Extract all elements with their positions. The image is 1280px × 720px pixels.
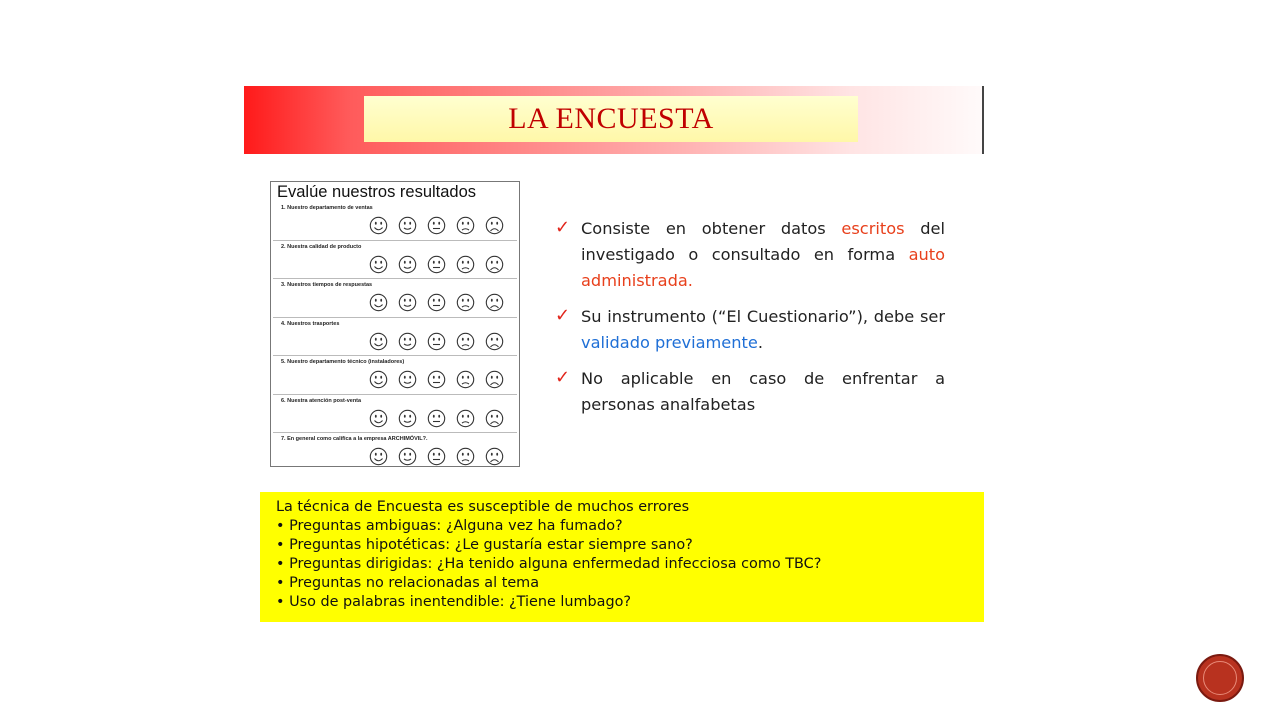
happy-face-icon [398, 255, 417, 274]
very-happy-face-icon [369, 409, 388, 428]
neutral-face-icon [427, 370, 446, 389]
very-sad-face-icon [485, 255, 504, 274]
survey-question-row [273, 317, 517, 356]
survey-question-row [273, 355, 517, 394]
rating-scale [369, 255, 504, 274]
survey-question-row [273, 394, 517, 433]
bullet-highlight: escritos [841, 219, 905, 238]
very-happy-face-icon [369, 255, 388, 274]
checkmark-icon: ✓ [555, 305, 571, 326]
error-item: • Preguntas no relacionadas al tema [276, 575, 540, 591]
neutral-face-icon [427, 216, 446, 235]
error-item: • Preguntas hipotéticas: ¿Le gustaría estar siempre sano? [276, 537, 693, 553]
sad-face-icon [456, 409, 475, 428]
bullet-text: Consiste en obtener datos [581, 219, 842, 238]
survey-form-image [270, 181, 520, 467]
very-happy-face-icon [369, 370, 388, 389]
very-sad-face-icon [485, 447, 504, 466]
rating-scale [369, 332, 504, 351]
sad-face-icon [456, 216, 475, 235]
survey-question-row [273, 278, 517, 317]
happy-face-icon [398, 293, 417, 312]
very-sad-face-icon [485, 293, 504, 312]
bullet-text: Su instrumento (“El Cuestionario”), debe ser [581, 307, 945, 326]
very-sad-face-icon [485, 370, 504, 389]
survey-question-label: 3. Nuestros tiempos de respuestas [281, 282, 373, 288]
rating-scale [369, 293, 504, 312]
checkmark-icon: ✓ [555, 367, 571, 388]
rating-scale [369, 216, 504, 235]
happy-face-icon [398, 332, 417, 351]
bullet-text: No aplicable en caso de enfrentar a personas analfabetas [581, 369, 945, 414]
survey-question-row [273, 240, 517, 279]
neutral-face-icon [427, 293, 446, 312]
very-sad-face-icon [485, 409, 504, 428]
checkmark-icon: ✓ [555, 217, 571, 238]
neutral-face-icon [427, 409, 446, 428]
survey-heading: Evalúe nuestros resultados [277, 183, 477, 201]
survey-question-row [273, 202, 517, 240]
bullet-highlight: auto administrada. [581, 245, 945, 290]
happy-face-icon [398, 447, 417, 466]
survey-question-label: 1. Nuestro departamento de ventas [281, 205, 373, 211]
sad-face-icon [456, 255, 475, 274]
happy-face-icon [398, 216, 417, 235]
bullet-text: del investigado o consultado en forma [581, 219, 945, 264]
bullet-list [555, 216, 945, 428]
bullet-text: . [757, 333, 763, 352]
slide-title: LA ENCUESTA [508, 102, 714, 135]
very-happy-face-icon [369, 332, 388, 351]
neutral-face-icon [427, 332, 446, 351]
survey-question-label: 4. Nuestros trasportes [281, 320, 340, 327]
sad-face-icon [456, 370, 475, 389]
very-happy-face-icon [369, 293, 388, 312]
neutral-face-icon [427, 255, 446, 274]
error-item: • Preguntas ambiguas: ¿Alguna vez ha fumado? [276, 518, 623, 534]
bullet-highlight: validado previamente [581, 333, 758, 352]
happy-face-icon [398, 370, 417, 389]
rating-scale [369, 370, 504, 389]
sad-face-icon [456, 332, 475, 351]
bullet-item [555, 366, 945, 418]
errors-box [260, 492, 984, 622]
next-slide-button[interactable] [1196, 654, 1244, 702]
very-sad-face-icon [485, 332, 504, 351]
banner-divider [982, 86, 984, 154]
rating-scale [369, 447, 504, 466]
survey-question-label: 2. Nuestra calidad de producto [281, 243, 362, 250]
bullet-item [555, 216, 945, 294]
title-box [364, 96, 858, 142]
rating-scale [369, 409, 504, 428]
survey-question-label: 6. Nuestra atención post-venta [281, 397, 362, 404]
error-item: • Uso de palabras inentendible: ¿Tiene lumbago? [276, 594, 632, 610]
happy-face-icon [398, 409, 417, 428]
survey-question-label: 5. Nuestro departamento técnico (instaladores) [281, 359, 405, 365]
errors-heading: La técnica de Encuesta es susceptible de muchos errores [276, 499, 690, 515]
sad-face-icon [456, 447, 475, 466]
very-sad-face-icon [485, 216, 504, 235]
very-happy-face-icon [369, 216, 388, 235]
survey-question-label: 7. En general como califica a la empresa ARCHIMÓVIL?. [281, 436, 428, 442]
sad-face-icon [456, 293, 475, 312]
survey-question-row [273, 432, 517, 467]
error-item: • Preguntas dirigidas: ¿Ha tenido alguna enfermedad infecciosa como TBC? [276, 556, 822, 572]
very-happy-face-icon [369, 447, 388, 466]
bullet-item [555, 304, 945, 356]
neutral-face-icon [427, 447, 446, 466]
